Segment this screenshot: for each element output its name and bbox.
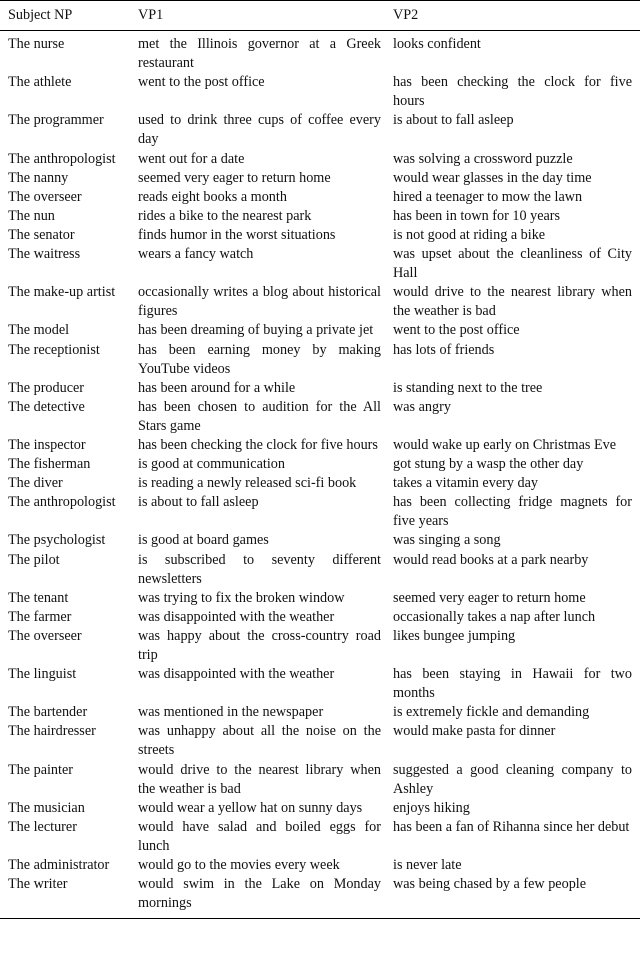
subject-np-cell: The tenant xyxy=(8,589,69,606)
subject-np-cell: The nanny xyxy=(8,169,69,186)
vp2-cell: suggested a good cleaning company to Ashley xyxy=(393,761,632,797)
vp2-cell: was upset about the cleanliness of City Hall xyxy=(393,246,632,282)
vp1-cell: has been around for a while xyxy=(138,379,296,396)
vp1-cell: is good at communication xyxy=(138,456,285,473)
header-vp1: VP1 xyxy=(138,1,393,31)
table-row xyxy=(0,341,640,379)
table-row xyxy=(0,283,640,321)
subject-np-cell: The anthropologist xyxy=(8,494,116,511)
vp2-cell: would drive to the nearest library when the weather is bad xyxy=(393,284,632,320)
vp1-cell: has been earning money by making YouTube videos xyxy=(138,341,381,377)
vp1-cell: met the Illinois governor at a Greek restaurant xyxy=(138,36,381,72)
vp1-cell: seemed very eager to return home xyxy=(138,169,331,186)
table-row xyxy=(0,627,640,665)
vp1-cell: was disappointed with the weather xyxy=(138,666,335,683)
table-row xyxy=(0,245,640,283)
subject-np-cell: The writer xyxy=(0,875,138,919)
header-row xyxy=(0,1,640,31)
vp1-cell: has been checking the clock for five hours xyxy=(138,436,378,453)
vp2-cell: occasionally takes a nap after lunch xyxy=(393,608,596,625)
vp1-cell: is good at board games xyxy=(138,532,269,549)
table-row xyxy=(0,226,640,245)
table-row xyxy=(0,818,640,856)
subject-np-cell: The administrator xyxy=(8,857,110,874)
vp2-cell: is not good at riding a bike xyxy=(393,226,546,243)
table-row xyxy=(0,379,640,398)
table-row xyxy=(0,169,640,188)
vp2-cell: would read books at a park nearby xyxy=(393,551,589,568)
table-row xyxy=(0,761,640,799)
subject-np-cell: The psychologist xyxy=(8,532,106,549)
table-header xyxy=(0,1,640,31)
table-row xyxy=(0,73,640,111)
subject-np-cell: The receptionist xyxy=(8,341,100,358)
table-row xyxy=(0,474,640,493)
vp1-cell: was happy about the cross-country road trip xyxy=(138,627,381,663)
vp1-cell: would drive to the nearest library when the weather is bad xyxy=(138,761,381,797)
subject-np-cell: The detective xyxy=(8,398,85,415)
table-row xyxy=(0,589,640,608)
vp2-cell: would make pasta for dinner xyxy=(393,723,556,740)
vp1-cell: was mentioned in the newspaper xyxy=(138,704,324,721)
subject-np-cell: The inspector xyxy=(8,436,86,453)
subject-np-cell: The anthropologist xyxy=(8,150,116,167)
vp2-cell: would wake up early on Christmas Eve xyxy=(393,436,617,453)
vp2-cell: hired a teenager to mow the lawn xyxy=(393,188,583,205)
vp1-cell: was trying to fix the broken window xyxy=(138,589,345,606)
table-row xyxy=(0,856,640,875)
subject-np-cell: The overseer xyxy=(8,627,82,644)
vp1-cell: occasionally writes a blog about historical figures xyxy=(138,284,381,320)
vp2-cell: has been collecting fridge magnets for five years xyxy=(393,494,632,530)
vp2-cell: was being chased by a few people xyxy=(393,875,640,919)
table-row xyxy=(0,398,640,436)
vp1-cell: used to drink three cups of coffee every day xyxy=(138,112,381,148)
subject-np-cell: The farmer xyxy=(8,608,72,625)
table-row xyxy=(0,150,640,169)
vp1-cell: wears a fancy watch xyxy=(138,246,254,263)
subject-np-cell: The programmer xyxy=(8,112,104,129)
vp2-cell: enjoys hiking xyxy=(393,799,470,816)
subject-np-cell: The nurse xyxy=(8,36,65,52)
vp1-cell: has been chosen to audition for the All Stars game xyxy=(138,398,381,434)
vp2-cell: went to the post office xyxy=(393,322,520,339)
vp1-cell: is subscribed to seventy different newsletters xyxy=(138,551,381,587)
vp1-cell: would wear a yellow hat on sunny days xyxy=(138,799,363,816)
subject-np-cell: The linguist xyxy=(8,666,77,683)
header-vp2: VP2 xyxy=(393,1,640,31)
table-row xyxy=(0,455,640,474)
vp1-cell: would go to the movies every week xyxy=(138,857,340,874)
vp2-cell: has lots of friends xyxy=(393,341,495,358)
vp1-cell: went out for a date xyxy=(138,150,245,167)
vp2-cell: is never late xyxy=(393,857,462,874)
vp1-cell: went to the post office xyxy=(138,74,265,91)
vp2-cell: is standing next to the tree xyxy=(393,379,543,396)
vp2-cell: takes a vitamin every day xyxy=(393,475,538,492)
table-row xyxy=(0,703,640,722)
vp2-cell: has been checking the clock for five hours xyxy=(393,74,632,110)
table-row xyxy=(0,531,640,550)
table-body xyxy=(0,31,640,919)
table-row xyxy=(0,551,640,589)
vp2-cell: is about to fall asleep xyxy=(393,112,514,129)
vp2-cell: has been staying in Hawaii for two months xyxy=(393,666,632,702)
table-row xyxy=(0,321,640,340)
vp2-cell: got stung by a wasp the other day xyxy=(393,456,584,473)
vp2-cell: seemed very eager to return home xyxy=(393,589,586,606)
subject-np-cell: The bartender xyxy=(8,704,88,721)
table-row xyxy=(0,31,640,74)
vp2-cell: has been in town for 10 years xyxy=(393,207,561,224)
subject-np-cell: The producer xyxy=(8,379,85,396)
subject-np-cell: The overseer xyxy=(8,188,82,205)
vp1-cell: finds humor in the worst situations xyxy=(138,226,336,243)
vp2-cell: is extremely fickle and demanding xyxy=(393,704,590,721)
vp1-cell: was disappointed with the weather xyxy=(138,608,335,625)
table-row xyxy=(0,207,640,226)
subject-np-cell: The pilot xyxy=(8,551,60,568)
subject-np-cell: The nun xyxy=(8,207,55,224)
table-row xyxy=(0,722,640,760)
table-row xyxy=(0,608,640,627)
vp2-cell: was angry xyxy=(393,398,451,415)
table-row xyxy=(0,493,640,531)
subject-np-cell: The make-up artist xyxy=(8,284,116,301)
vp1-cell: has been dreaming of buying a private jet xyxy=(138,322,374,339)
vp1-cell: was unhappy about all the noise on the streets xyxy=(138,723,381,759)
vp1-cell: is reading a newly released sci-fi book xyxy=(138,475,357,492)
table-row xyxy=(0,799,640,818)
subject-np-cell: The painter xyxy=(8,761,73,778)
vp2-cell: likes bungee jumping xyxy=(393,627,516,644)
subject-np-cell: The athlete xyxy=(8,74,72,91)
subject-np-cell: The senator xyxy=(8,226,75,243)
vp1-cell: reads eight books a month xyxy=(138,188,287,205)
header-subject-np: Subject NP xyxy=(0,1,138,31)
subject-np-cell: The model xyxy=(8,322,70,339)
subject-np-cell: The waitress xyxy=(8,246,81,263)
table-row xyxy=(0,436,640,455)
subject-np-cell: The lecturer xyxy=(8,818,77,835)
vp1-cell: would have salad and boiled eggs for lunch xyxy=(138,818,381,854)
subject-np-cell: The hairdresser xyxy=(8,723,96,740)
table-row xyxy=(0,111,640,149)
vp1-cell: rides a bike to the nearest park xyxy=(138,207,312,224)
subject-np-cell: The musician xyxy=(8,799,85,816)
subject-np-cell: The diver xyxy=(8,475,63,492)
table-row xyxy=(0,875,640,919)
table-row xyxy=(0,188,640,207)
vp2-cell: has been a fan of Rihanna since her debut xyxy=(393,818,630,835)
vp2-cell: looks confident xyxy=(393,36,481,52)
vp1-cell: would swim in the Lake on Monday mornings xyxy=(138,875,393,919)
subject-np-cell: The fisherman xyxy=(8,456,91,473)
table-row xyxy=(0,665,640,703)
vp2-cell: would wear glasses in the day time xyxy=(393,169,592,186)
vp1-cell: is about to fall asleep xyxy=(138,494,259,511)
vp2-cell: was solving a crossword puzzle xyxy=(393,150,573,167)
vp2-cell: was singing a song xyxy=(393,532,501,549)
